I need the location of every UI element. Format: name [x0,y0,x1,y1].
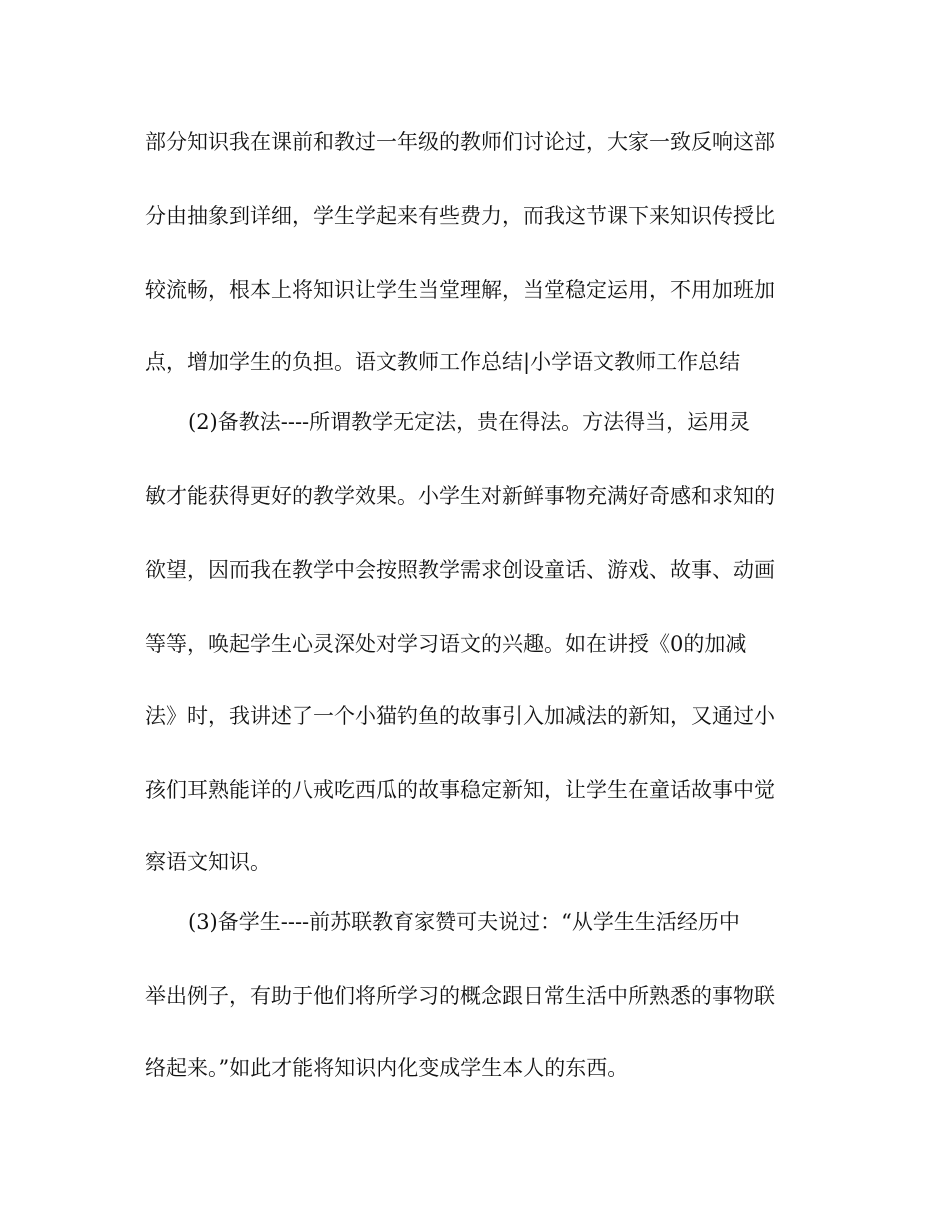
paragraph-line: (3)备学生----前苏联教育家赞可夫说过：“从学生生活经历中 [188,910,740,934]
paragraph-line: 察语文知识。 [145,850,271,874]
paragraph-line: 举出例子，有助于他们将所学习的概念跟日常生活中所熟悉的事物联 [145,984,775,1008]
paragraph-line: 等等，唤起学生心灵深处对学习语文的兴趣。如在讲授《0的加减 [145,632,747,656]
paragraph-line: 络起来。”如此才能将知识内化变成学生本人的东西。 [145,1056,629,1080]
paragraph-line: 分由抽象到详细，学生学起来有些费力，而我这节课下来知识传授比 [145,204,775,228]
paragraph-line: 点，增加学生的负担。语文教师工作总结|小学语文教师工作总结 [145,350,741,374]
paragraph-line: 法》时，我讲述了一个小猫钓鱼的故事引入加减法的新知，又通过小 [145,704,775,728]
paragraph-line: 敏才能获得更好的教学效果。小学生对新鲜事物充满好奇感和求知的 [145,484,775,508]
paragraph-line: 较流畅，根本上将知识让学生当堂理解，当堂稳定运用，不用加班加 [145,278,775,302]
paragraph-line: (2)备教法----所谓教学无定法，贵在得法。方法得当，运用灵 [188,410,751,434]
paragraph-line: 部分知识我在课前和教过一年级的教师们讨论过，大家一致反响这部 [145,130,775,154]
paragraph-line: 孩们耳熟能详的八戒吃西瓜的故事稳定新知，让学生在童话故事中觉 [145,778,775,802]
paragraph-line: 欲望，因而我在教学中会按照教学需求创设童话、游戏、故事、动画 [145,558,775,582]
